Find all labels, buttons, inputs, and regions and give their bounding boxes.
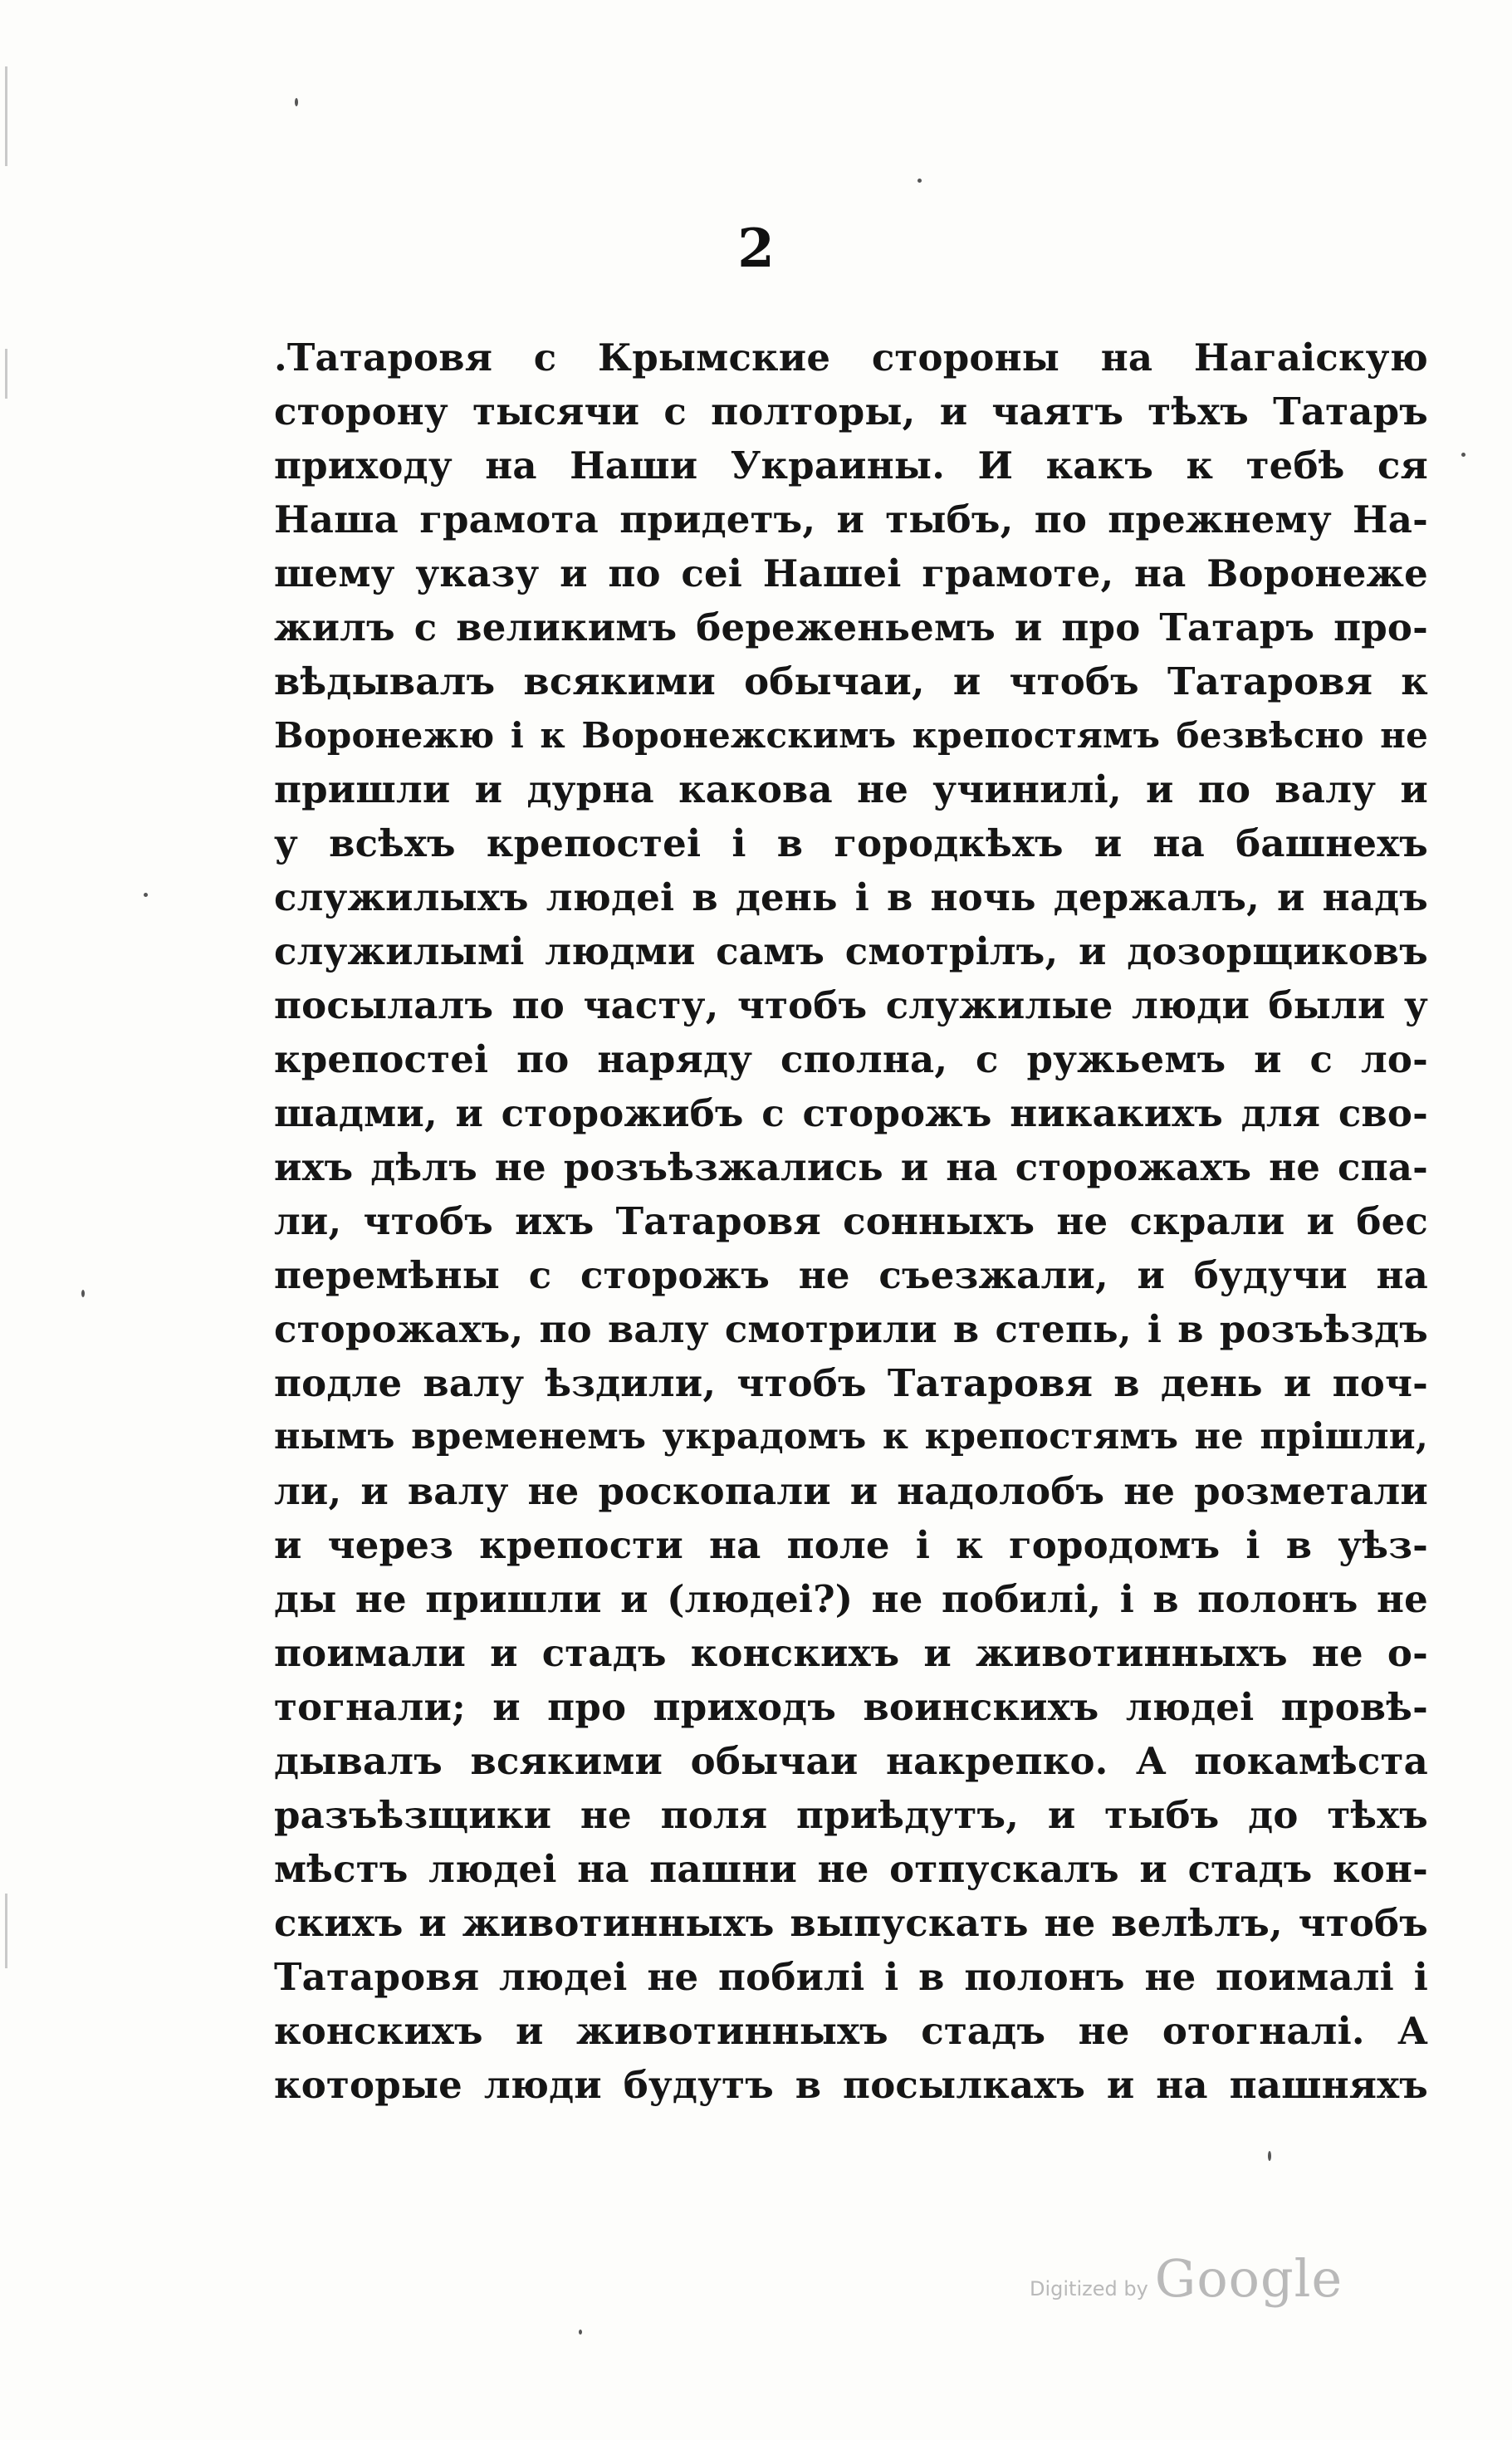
text-line: поимали и стадъ конскихъ и животинныхъ не о- [274, 1631, 1428, 1675]
text-line: перемѣны с сторожъ не съезжали, и будучи на [274, 1253, 1428, 1297]
text-line: посылалъ по часту, чтобъ служилые люди были у [274, 983, 1428, 1027]
google-logo: Google [1154, 2248, 1343, 2309]
scan-edge-mark [5, 66, 7, 166]
text-line: служилымі людми самъ смотрілъ, и дозорщиковъ [274, 929, 1428, 973]
scan-edge-mark [5, 1894, 7, 1968]
scan-speck [579, 2330, 582, 2335]
text-line: нымъ временемъ украдомъ к крепостямъ не прішли, [274, 1416, 1428, 1458]
page-number: 2 [737, 218, 775, 280]
text-line: разъѣзщики не поля приѣдутъ, и тыбъ до тѣхъ [274, 1793, 1428, 1837]
text-line: Наша грамота придетъ, и тыбъ, по прежнему На- [274, 497, 1428, 541]
scan-speck [1461, 453, 1466, 457]
text-line: конскихъ и животинныхъ стадъ не отогналі. А [274, 2009, 1428, 2053]
scan-speck [917, 179, 922, 183]
scan-speck [1268, 2151, 1271, 2161]
scan-edge-mark [5, 349, 7, 399]
text-line: ли, и валу не роскопали и надолобъ не розметали [274, 1469, 1428, 1513]
scan-speck [81, 1290, 85, 1297]
text-line: которые люди будутъ в посылкахъ и на пашняхъ [274, 2063, 1428, 2107]
text-line: и через крепости на поле і к городомъ і в уѣз- [274, 1523, 1428, 1567]
text-line: .Татаровя с Крымские стороны на Нагаіскую [274, 336, 1428, 380]
text-line: крепостеі по наряду сполна, с ружьемъ и с ло- [274, 1037, 1428, 1081]
body-text [274, 331, 1428, 2112]
text-line: скихъ и животинныхъ выпускать не велѣлъ, чтобъ [274, 1901, 1428, 1945]
text-line: тогнали; и про приходъ воинскихъ людеі провѣ- [274, 1685, 1428, 1729]
digitized-watermark [1030, 2242, 1343, 2309]
text-line: Воронежю і к Воронежскимъ крепостямъ безвѣсно не [274, 715, 1428, 756]
text-line: Татаровя людеі не побилі і в полонъ не поималі і [274, 1955, 1428, 1999]
text-line: жилъ с великимъ береженьемъ и про Татаръ про- [274, 605, 1428, 649]
text-line: дывалъ всякими обычаи накрепко. А покамѣста [274, 1739, 1428, 1783]
text-line: приходу на Наши Украины. И какъ к тебѣ ся [274, 443, 1428, 488]
text-line: ды не пришли и (людеі?) не побилі, і в полонъ не [274, 1577, 1428, 1621]
text-line: шему указу и по сеі Нашеі грамоте, на Воронеже [274, 551, 1428, 595]
text-line: у всѣхъ крепостеі і в городкѣхъ и на башнехъ [274, 821, 1428, 865]
text-line: сторону тысячи с полторы, и чаятъ тѣхъ Татаръ [274, 390, 1428, 434]
text-line: мѣстъ людеі на пашни не отпускалъ и стадъ кон- [274, 1847, 1428, 1891]
scan-speck [144, 893, 148, 897]
text-line: ли, чтобъ ихъ Татаровя сонныхъ не скрали и бес [274, 1199, 1428, 1243]
text-line: ихъ дѣлъ не розъѣзжались и на сторожахъ не спа- [274, 1145, 1428, 1189]
text-line: пришли и дурна какова не учинилі, и по валу и [274, 767, 1428, 811]
text-line: вѣдывалъ всякими обычаи, и чтобъ Татаровя к [274, 659, 1428, 703]
text-line: служилыхъ людеі в день і в ночь держалъ, и надъ [274, 875, 1428, 919]
scan-speck [295, 98, 298, 106]
text-line: шадми, и сторожибъ с сторожъ никакихъ для сво- [274, 1091, 1428, 1135]
watermark-prefix: Digitized by [1030, 2277, 1148, 2300]
text-line: сторожахъ, по валу смотрили в степь, і в розъѣздъ [274, 1307, 1428, 1351]
text-line: подле валу ѣздили, чтобъ Татаровя в день и поч- [274, 1361, 1428, 1405]
